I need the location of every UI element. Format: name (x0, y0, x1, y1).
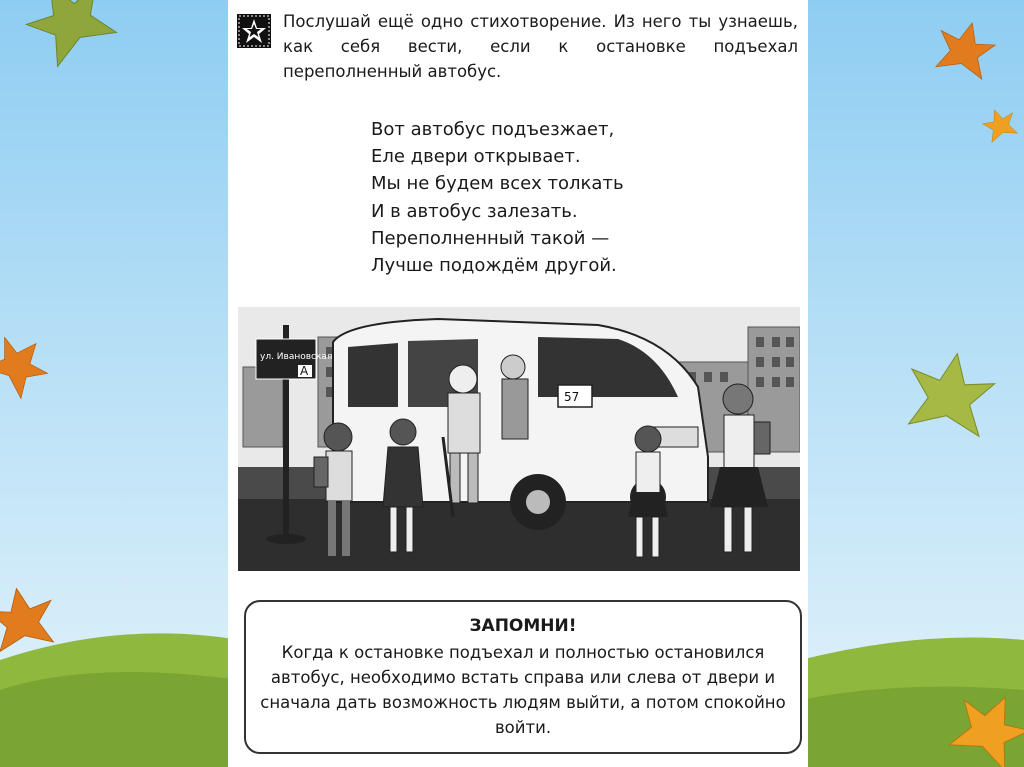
poem-line: Мы не будем всех толкать (371, 173, 624, 195)
leaf-icon (902, 346, 998, 437)
star-task-icon (237, 14, 271, 48)
leaf-icon (979, 104, 1019, 143)
poem-line: Вот автобус подъезжает, (371, 119, 615, 140)
stop-sign-letter: А (300, 364, 309, 378)
remember-box (244, 600, 802, 754)
bus-stop-illustration (238, 307, 800, 571)
poem-line: Еле двери открывает. (371, 146, 581, 168)
poem-line: Переполненный такой — (371, 227, 610, 249)
poem-line: И в автобус залезать. (371, 200, 578, 222)
leaf-icon (15, 0, 121, 69)
leaf-icon (0, 326, 57, 402)
bus-number: 57 (564, 390, 580, 404)
grass-hill-left-back (0, 672, 240, 767)
leaf-icon (0, 583, 58, 652)
remember-text: Когда к остановке подъехал и полностью остановился автобус, необходимо встать справа или слева от двери и сначала дать возможность людям выйти, а потом спокойно войти. (260, 643, 786, 737)
poem-line: Лучше подождём другой. (371, 255, 617, 277)
remember-title: ЗАПОМНИ! (469, 616, 577, 636)
leaf-icon (932, 16, 999, 81)
intro-paragraph: Послушай ещё одно стихотворение. Из него ты узнаешь, как себя вести, если к остановке подъехал переполненный автобус. (283, 12, 798, 81)
stop-sign-label: ул. Ивановская (260, 352, 333, 362)
poem (371, 116, 691, 279)
